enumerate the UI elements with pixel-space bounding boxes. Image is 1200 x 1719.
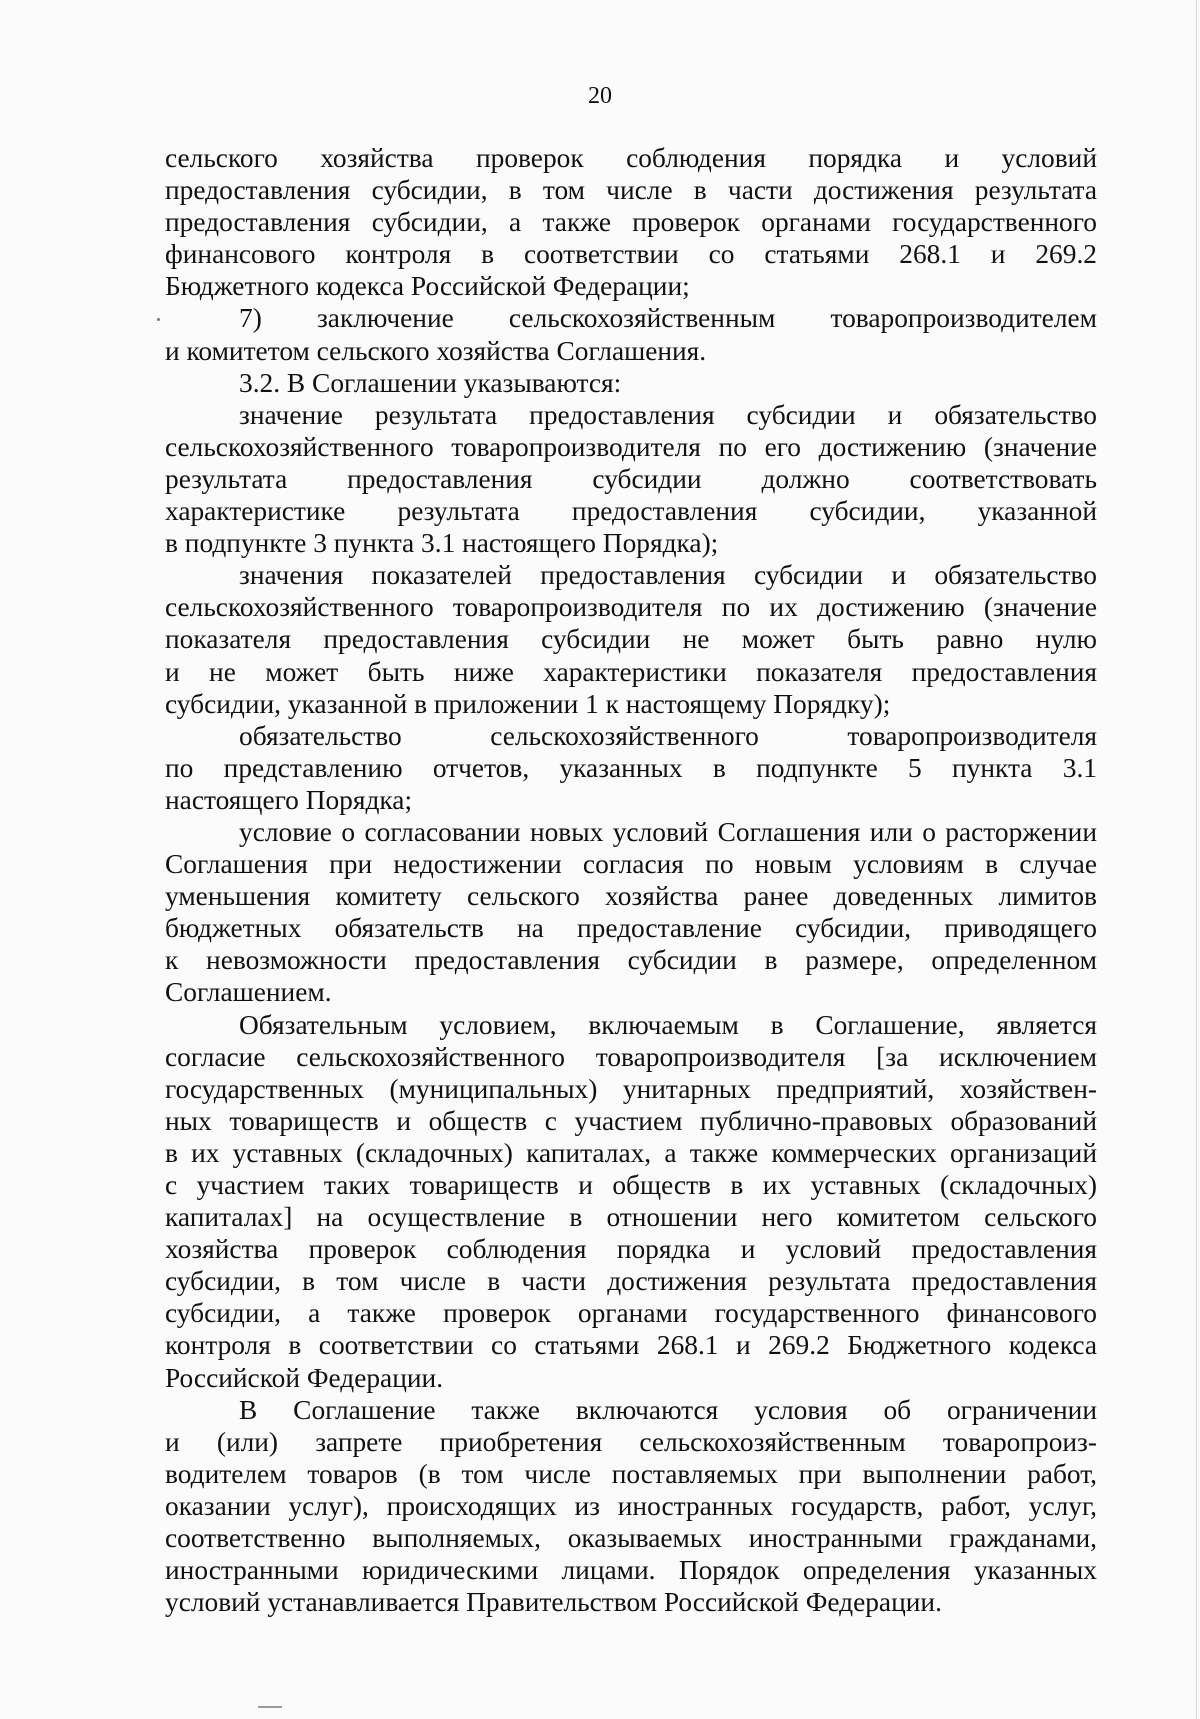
text-line: сельского хозяйства проверок соблюдения порядка и условий (165, 143, 1097, 173)
text-line: иностранными юридическими лицами. Порядок определения указанных (165, 1555, 1097, 1586)
text-line: предоставления субсидии, в том числе в части достижения результата (165, 175, 1097, 206)
text-line: контроля в соответствии со статьями 268.1 и 269.2 Бюджетного кодекса (165, 1330, 1097, 1361)
text-line: значения показателей предоставления субсидии и обязательство (239, 560, 1097, 591)
text-line: уменьшения комитету сельского хозяйства ранее доведенных лимитов (165, 881, 1097, 912)
text-line: субсидии, а также проверок органами государственного финансового (165, 1298, 1097, 1329)
text-line: 3.2. В Соглашении указываются: (239, 367, 622, 398)
text-line: В Соглашение также включаются условия об ограничении (239, 1394, 1097, 1425)
text-line: водителем товаров (в том числе поставляемых при выполнении работ, (165, 1458, 1097, 1489)
paragraph-item-7 (165, 302, 1097, 366)
text-line: государственных (муниципальных) унитарных предприятий, хозяйствен- (165, 1073, 1097, 1104)
paragraph-indicator-values (165, 559, 1097, 719)
text-line: Соглашением. (165, 977, 332, 1008)
scan-edge-line (1196, 0, 1197, 1719)
text-line: к невозможности предоставления субсидии в размере, определенном (165, 945, 1097, 976)
paragraph-import-restrictions (165, 1394, 1097, 1619)
text-line: согласие сельскохозяйственного товаропроизводителя [за исключением (165, 1041, 1097, 1072)
text-line: обязательство сельскохозяйственного товаропроизводителя (239, 720, 1097, 751)
text-line: в их уставных (складочных) капиталах, а также коммерческих организаций (165, 1137, 1097, 1168)
paragraph-result-value (165, 399, 1097, 559)
text-line: и не может быть ниже характеристики показателя предоставления (165, 656, 1097, 687)
text-line: финансового контроля в соответствии со статьями 268.1 и 269.2 (165, 239, 1097, 270)
text-line: показателя предоставления субсидии не может быть равно нулю (165, 624, 1097, 655)
text-line: Российской Федерации. (165, 1362, 444, 1393)
text-line: настоящего Порядка; (165, 784, 413, 815)
page-number: 20 (588, 83, 612, 109)
text-line: в подпункте 3 пункта 3.1 настоящего Порядка); (165, 528, 719, 559)
text-line: Обязательным условием, включаемым в Соглашение, является (239, 1009, 1097, 1040)
text-line: и (или) запрете приобретения сельскохозяйственным товаропроиз- (165, 1426, 1097, 1457)
paragraph-reporting-obligation (165, 720, 1097, 816)
text-line: значение результата предоставления субсидии и обязательство (239, 399, 1097, 430)
text-line: Бюджетного кодекса Российской Федерации; (165, 271, 690, 302)
text-line: по представлению отчетов, указанных в подпункте 5 пункта 3.1 (165, 752, 1097, 783)
text-line: оказании услуг), происходящих из иностранных государств, работ, услуг, (165, 1490, 1097, 1521)
text-line: результата предоставления субсидии должно соответствовать (165, 463, 1097, 494)
text-line: условий устанавливается Правительством Российской Федерации. (165, 1587, 942, 1618)
paragraph-section-3-2 (165, 367, 1097, 399)
document-body (165, 142, 1097, 1618)
bottom-scan-mark (258, 1706, 282, 1708)
paragraph-continuation (165, 142, 1097, 302)
text-line: соответственно выполняемых, оказываемых иностранными гражданами, (165, 1523, 1097, 1554)
text-line: предоставления субсидии, а также проверок органами государственного (165, 207, 1097, 238)
text-line: субсидии, в том числе в части достижения результата предоставления (165, 1266, 1097, 1297)
paragraph-mandatory-condition (165, 1009, 1097, 1394)
text-line: сельскохозяйственного товаропроизводителя по его достижению (значение (165, 431, 1097, 462)
text-line: хозяйства проверок соблюдения порядка и условий предоставления (165, 1234, 1097, 1265)
text-line: характеристике результата предоставления субсидии, указанной (165, 496, 1097, 527)
text-line: бюджетных обязательств на предоставление субсидии, приводящего (165, 913, 1097, 944)
scan-speck (157, 318, 160, 321)
text-line: субсидии, указанной в приложении 1 к настоящему Порядку); (165, 688, 891, 719)
text-line: с участием таких товариществ и обществ в их уставных (складочных) (165, 1170, 1097, 1200)
text-line: и комитетом сельского хозяйства Соглашения. (165, 335, 707, 366)
text-line: условие о согласовании новых условий Соглашения или о расторжении (239, 816, 1097, 847)
paragraph-new-conditions (165, 816, 1097, 1009)
text-line: Соглашения при недостижении согласия по новым условиям в случае (165, 849, 1097, 880)
text-line: ных товариществ и обществ с участием публично-правовых образований (165, 1105, 1097, 1136)
text-line: сельскохозяйственного товаропроизводителя по их достижению (значение (165, 592, 1097, 623)
text-line: капиталах] на осуществление в отношении него комитетом сельского (165, 1202, 1097, 1233)
text-line: 7) заключение сельскохозяйственным товаропроизводителем (239, 303, 1097, 334)
